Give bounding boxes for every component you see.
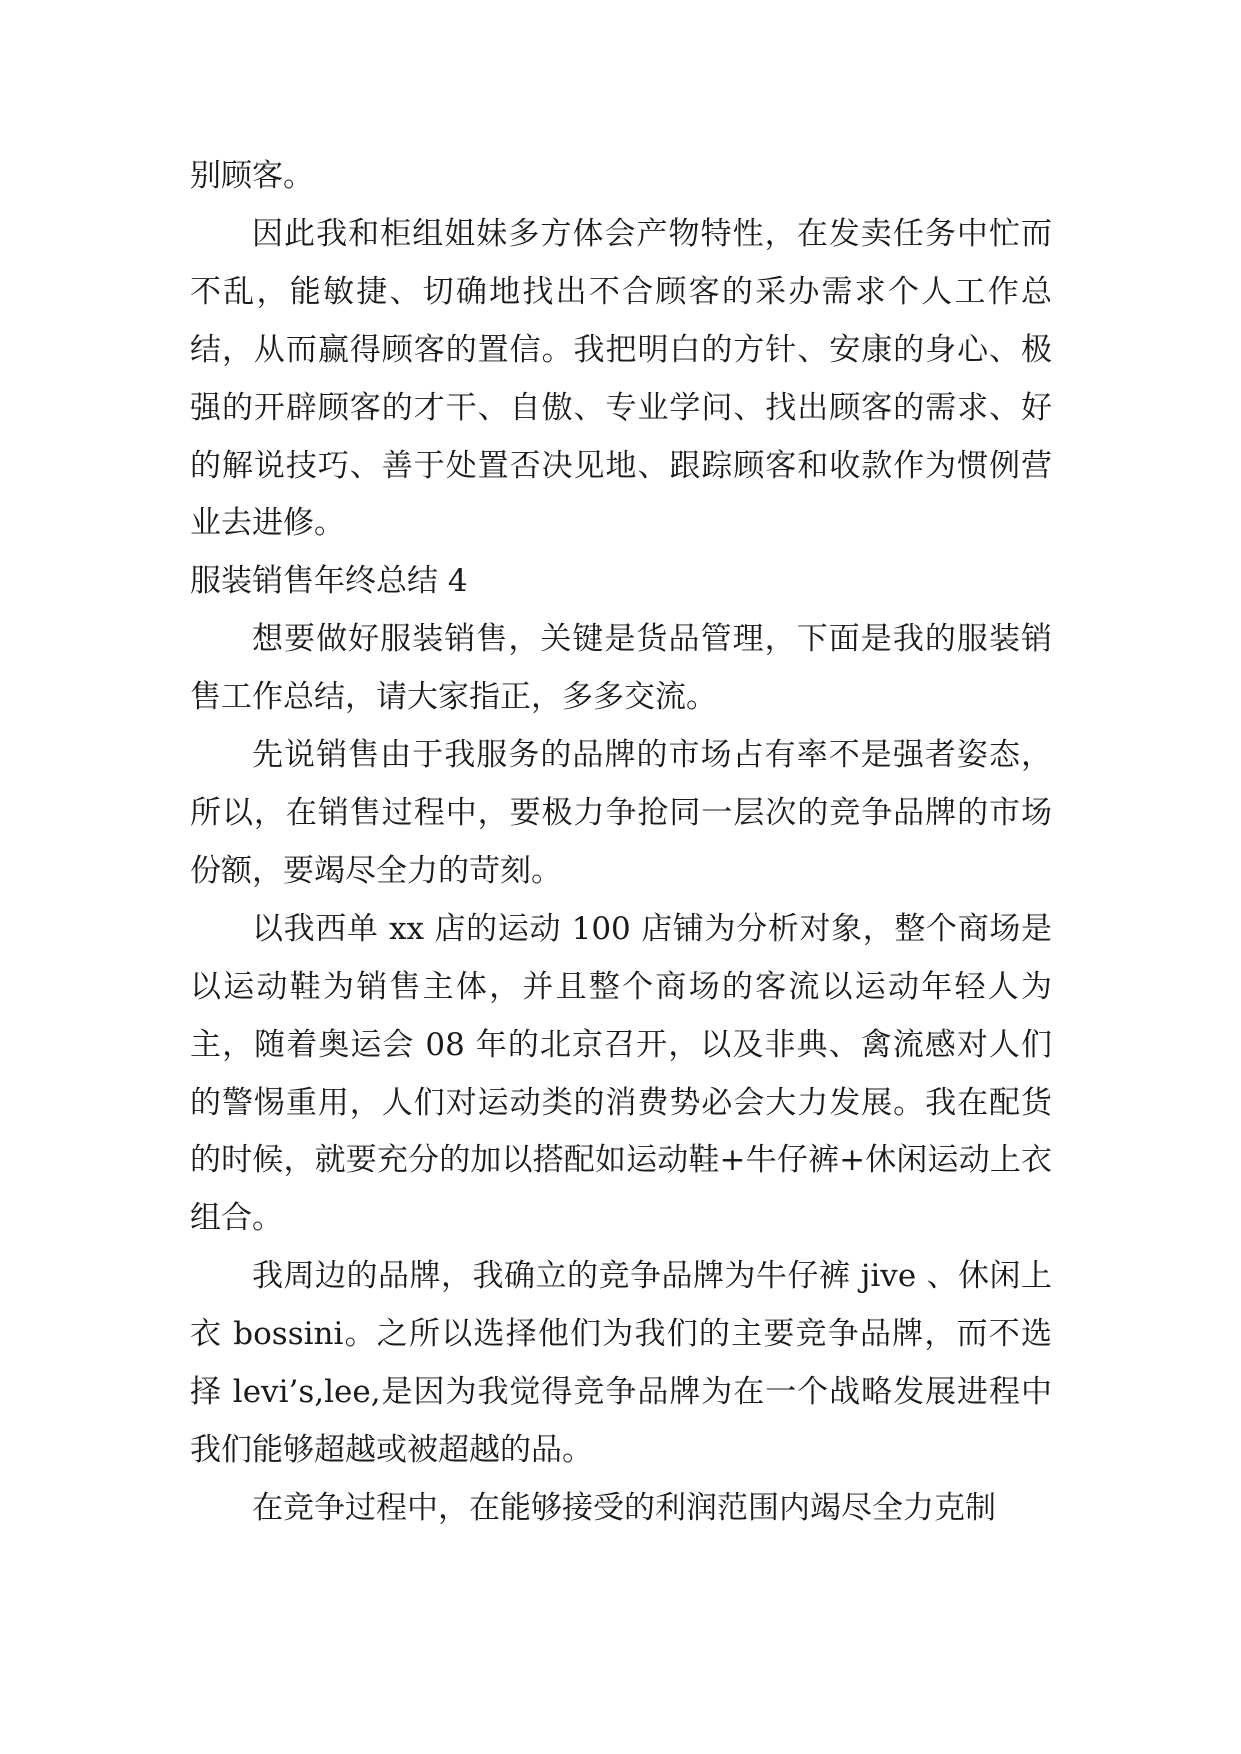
paragraph: 想要做好服装销售，关键是货品管理，下面是我的服装销售工作总结，请大家指正，多多交流。	[190, 621, 1052, 716]
paragraph: 以我西单 xx 店的运动 100 店铺为分析对象，整个商场是以运动鞋为销售主体，并且整个商场的客流以运动年轻人为主，随着奥运会 08 年的北京召开，以及非典、禽流感对人们的警惕重用，人们对运动类的消费势必会大力发展。我在配货的时候，就要充分的加以搭配如运动鞋+牛仔裤+休闲运动上衣组合。	[190, 910, 1052, 1237]
paragraph: 在竞争过程中，在能够接受的利润范围内竭尽全力克制	[252, 1489, 996, 1526]
paragraph: 先说销售由于我服务的品牌的市场占有率不是强者姿态，所以，在销售过程中，要极力争抢同一层次的竞争品牌的市场份额，要竭尽全力的苛刻。	[190, 737, 1052, 889]
paragraph-continuation: 别顾客。	[190, 158, 314, 194]
document-body	[190, 148, 1052, 1538]
section-heading: 服装销售年终总结 4	[190, 563, 468, 600]
paragraph: 因此我和柜组姐妹多方体会产物特性，在发卖任务中忙而不乱，能敏捷、切确地找出不合顾客的采办需求个人工作总结，从而赢得顾客的置信。我把明白的方针、安康的身心、极强的开辟顾客的才干、自傲、专业学问、找出顾客的需求、好的解说技巧、善于处置否决见地、跟踪顾客和收款作为惯例营业去进修。	[190, 215, 1052, 542]
paragraph: 我周边的品牌，我确立的竞争品牌为牛仔裤 jive 、休闲上衣 bossini。之所以选择他们为我们的主要竞争品牌，而不选择 levi’s,lee,是因为我觉得竞争品牌为在一个战略发展进程中我们能够超越或被超越的品。	[190, 1258, 1052, 1468]
